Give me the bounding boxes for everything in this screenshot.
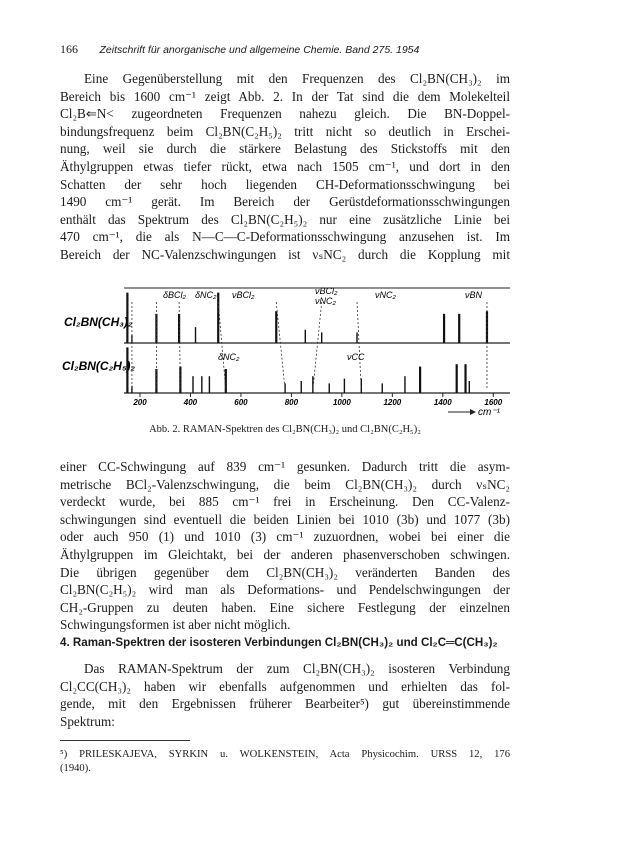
label-nu-bcl2-upper: νBCl₂ [315,286,338,296]
spectrum-lines-diethyl [127,347,469,393]
label-nu-nc2: νNC₂ [375,290,396,300]
text-line: Schwingungsformen ist aber nicht möglich. [60,617,291,633]
raman-spectrum-figure [0,278,624,428]
label-nu-nc2-upper: νNC₂ [315,296,336,306]
text-line: oder auch 950 (1) und 1010 (3) cm⁻¹ zuzuordnen, wobei bei einer die [60,529,510,545]
label-nu-bcl2: νBCl₂ [232,290,255,300]
axis-arrow-head [470,409,476,415]
label-nu-cc: νCC [347,352,365,362]
tick-label: 600 [234,398,248,407]
assignment-guide [357,302,361,390]
label-nu-bn: νBN [465,290,483,300]
text-line: nung, weil sie durch die stärkere Belastung des Stickstoffs mit den [60,141,510,157]
tick-label: 1600 [484,398,503,407]
text-line: Die übrigen gegenüber dem Cl₂BN(CH₃)₂ veränderten Banden des [60,564,510,580]
page-number: 166 [60,42,78,56]
spectrum-lines-dimethyl [127,293,487,343]
text-line: einer CC-Schwingung auf 839 cm⁻¹ gesunken. Dadurch tritt die asym- [60,459,510,474]
row-label-dimethyl: Cl₂BN(CH₃)₂ [64,315,133,329]
text-line: verdeckt wurde, bei 885 cm⁻¹ frei in Erscheinung. Den CC-Valenz- [60,494,510,510]
text-line: bindungsfrequenz beim Cl₂BN(C₂H₅)₂ tritt nicht so deutlich in Erschei- [60,123,510,139]
text-line: Äthylgruppen im Gleichtakt, bei der anderen phasenverschoben schwingen. [60,546,510,562]
axis-tick-labels [132,398,502,407]
tick-label: 800 [284,398,299,407]
row-label-diethyl: Cl₂BN(C₂H₅)₂ [62,359,136,373]
text-line: enthält das Spektrum des Cl₂BN(C₂H₅)₂ nur eine zusätzliche Linie bei [60,211,510,227]
text-line: Schatten der sehr hoch liegenden CH-Deformationsschwingung bei [60,176,510,192]
text-line: Cl₂BN(C₂H₅)₂ wird man als Deformations- und Pendelschwingungen der [60,582,510,598]
label-delta-nc2-inner: δNC₂ [218,352,240,362]
tick-label: 400 [183,398,198,407]
text-line: Das RAMAN-Spektrum der zum Cl₂BN(CH₃)₂ isosteren Verbindung [84,661,510,676]
figure-caption: Abb. 2. RAMAN-Spektren des Cl₂BN(CH₃)₂ und Cl₂BN(C₂H₅)₂ [149,424,421,435]
text-line: 1490 cm⁻¹ gerät. Im Bereich der Gerüstdeformationsschwingungen [60,194,510,210]
assignment-guide [313,302,322,390]
paragraph-1 [60,70,510,264]
axis-ticks [140,393,493,397]
text-line: 470 cm⁻¹, die als N—C—C-Deformationsschwingung anzusehen ist. Im [60,229,510,245]
label-delta-nc2-top: δNC₂ [195,290,217,300]
text-line: CH₂-Gruppen zu deuten haben. Eine sichere Festlegung der einzelnen [60,599,510,615]
text-line: Äthylgruppen etwas tiefer rückt, etwa nach 1505 cm⁻¹, und dort in den [60,158,510,174]
text-line: Eine Gegenüberstellung mit den Frequenzen des Cl₂BN(CH₃)₂ im [84,71,510,86]
text-line: schwingungen sind eventuell die beiden Linien bei 1010 (3b) und 1077 (3b) [60,511,510,527]
text-line: gende, mit den Ergebnissen früherer Bearbeiter⁵) gut übereinstimmende [60,696,510,712]
text-line: Cl₂B⇐N< zugeordneten Frequenzen nahezu gleich. Die BN-Doppel- [60,106,510,122]
section-heading: 4. Raman-Spektren der isosteren Verbindungen Cl₂BN(CH₃)₂ und Cl₂C═C(CH₃)₂ [60,636,498,649]
tick-label: 1400 [433,398,452,407]
footnote-line: (1940). [60,763,91,774]
tick-label: 1200 [383,398,402,407]
tick-label: 200 [133,398,147,407]
assignment-guide [218,302,226,390]
journal-title: Zeitschrift für anorganische und allgemeine Chemie. Band 275. 1954 [99,44,420,56]
tick-label: 1000 [332,398,351,407]
text-line: Spektrum: [60,713,115,729]
paragraph-2 [60,458,510,634]
text-line: Bereich bis 1600 cm⁻¹ zeigt Abb. 2. In der Tat sind die dem Molekelteil [60,88,510,104]
axis-unit: cm⁻¹ [478,407,500,418]
text-line: Bereich der NC-Valenzschwingungen ist νₛNC₂ durch die Kopplung mit [60,246,510,262]
text-line: metrische BCl₂-Valenzschwingung, die beim Cl₂BN(CH₃)₂ durch νₛNC₂ [60,476,510,492]
footnote-line: ⁵) PRILESKAJEVA, SYRKIN u. WOLKENSTEIN, Acta Physicochim. URSS 12, 176 [60,749,510,760]
paragraph-3 [60,660,510,730]
page-header [60,42,550,57]
label-delta-bcl2: δBCl₂ [163,290,186,300]
assignment-guide [276,302,285,390]
assignment-guides [132,302,487,390]
footnote-divider [60,740,190,741]
text-line: Cl₂CC(CH₃)₂ haben wir ebenfalls aufgenommen und erhielten das fol- [60,678,510,694]
footnote [60,748,510,776]
